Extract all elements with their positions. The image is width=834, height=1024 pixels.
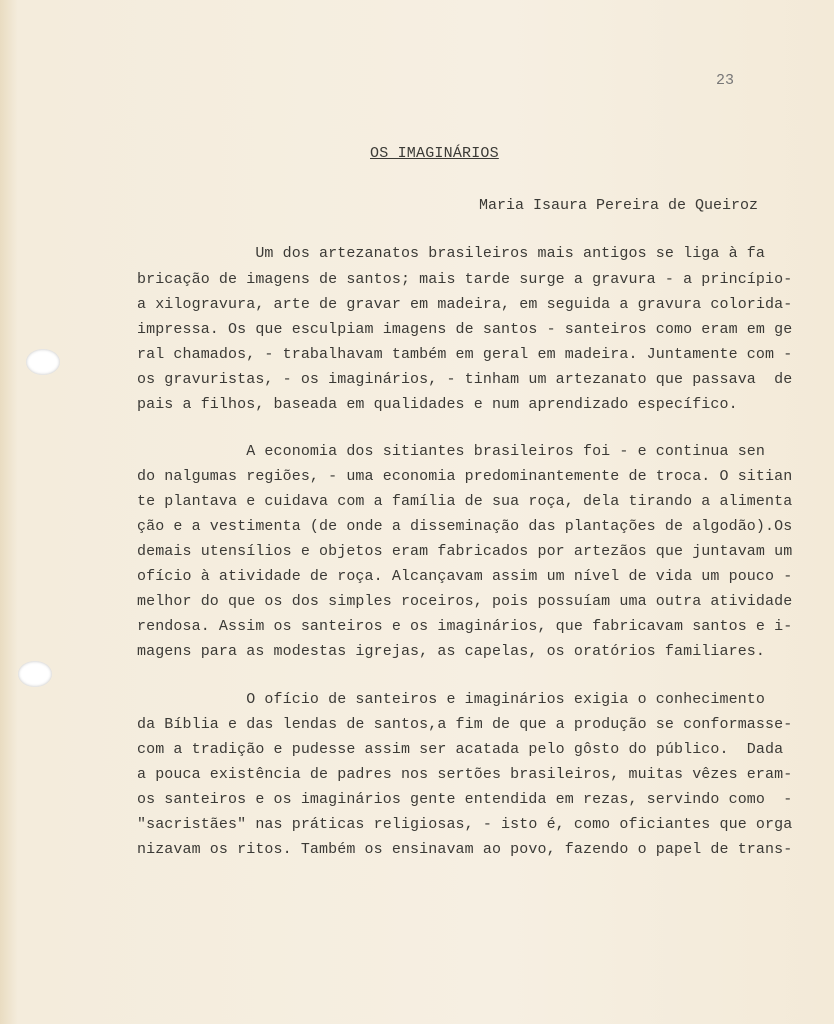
text-line: demais utensílios e objetos eram fabricados por artezãos que juntavam um: [137, 543, 793, 560]
text-line: a pouca existência de padres nos sertões brasileiros, muitas vêzes eram-: [137, 766, 793, 783]
text-line: os santeiros e os imaginários gente entendida em rezas, servindo como -: [137, 791, 793, 808]
text-line: nizavam os ritos. Também os ensinavam ao povo, fazendo o papel de trans-: [137, 841, 793, 858]
text-line: pais a filhos, baseada em qualidades e num aprendizado específico.: [137, 396, 738, 413]
document-title: OS IMAGINÁRIOS: [370, 145, 499, 162]
text-line: a xilogravura, arte de gravar em madeira, em seguida a gravura colorida-: [137, 296, 793, 313]
text-line: bricação de imagens de santos; mais tarde surge a gravura - a princípio-: [137, 271, 793, 288]
text-line: ção e a vestimenta (de onde a disseminação das plantações de algodão).Os: [137, 518, 793, 535]
text-line: Um dos artezanatos brasileiros mais antigos se liga à fa: [137, 245, 766, 262]
text-line: do nalgumas regiões, - uma economia predominantemente de troca. O sitian: [137, 468, 793, 485]
text-line: "sacristães" nas práticas religiosas, - isto é, como oficiantes que orga: [137, 816, 793, 833]
text-line: ofício à atividade de roça. Alcançavam assim um nível de vida um pouco -: [137, 568, 793, 585]
text-line: da Bíblia e das lendas de santos,a fim de que a produção se conformasse-: [137, 716, 793, 733]
text-line: O ofício de santeiros e imaginários exigia o conhecimento: [137, 691, 766, 708]
text-line: te plantava e cuidava com a família de sua roça, dela tirando a alimenta: [137, 493, 793, 510]
author-name: Maria Isaura Pereira de Queiroz: [479, 197, 759, 214]
page-number: 23: [716, 72, 735, 89]
text-line: com a tradição e pudesse assim ser acatada pelo gôsto do público. Dada: [137, 741, 784, 758]
text-line: rendosa. Assim os santeiros e os imaginários, que fabricavam santos e i-: [137, 618, 793, 635]
text-line: A economia dos sitiantes brasileiros foi - e continua sen: [137, 443, 766, 460]
text-line: melhor do que os dos simples roceiros, pois possuíam uma outra atividade: [137, 593, 793, 610]
text-line: impressa. Os que esculpiam imagens de santos - santeiros como eram em ge: [137, 321, 793, 338]
text-line: os gravuristas, - os imaginários, - tinham um artezanato que passava de: [137, 371, 793, 388]
punch-hole-top: [26, 349, 60, 375]
text-line: magens para as modestas igrejas, as capelas, os oratórios familiares.: [137, 643, 766, 660]
text-line: ral chamados, - trabalhavam também em geral em madeira. Juntamente com -: [137, 346, 793, 363]
punch-hole-bottom: [18, 661, 52, 687]
